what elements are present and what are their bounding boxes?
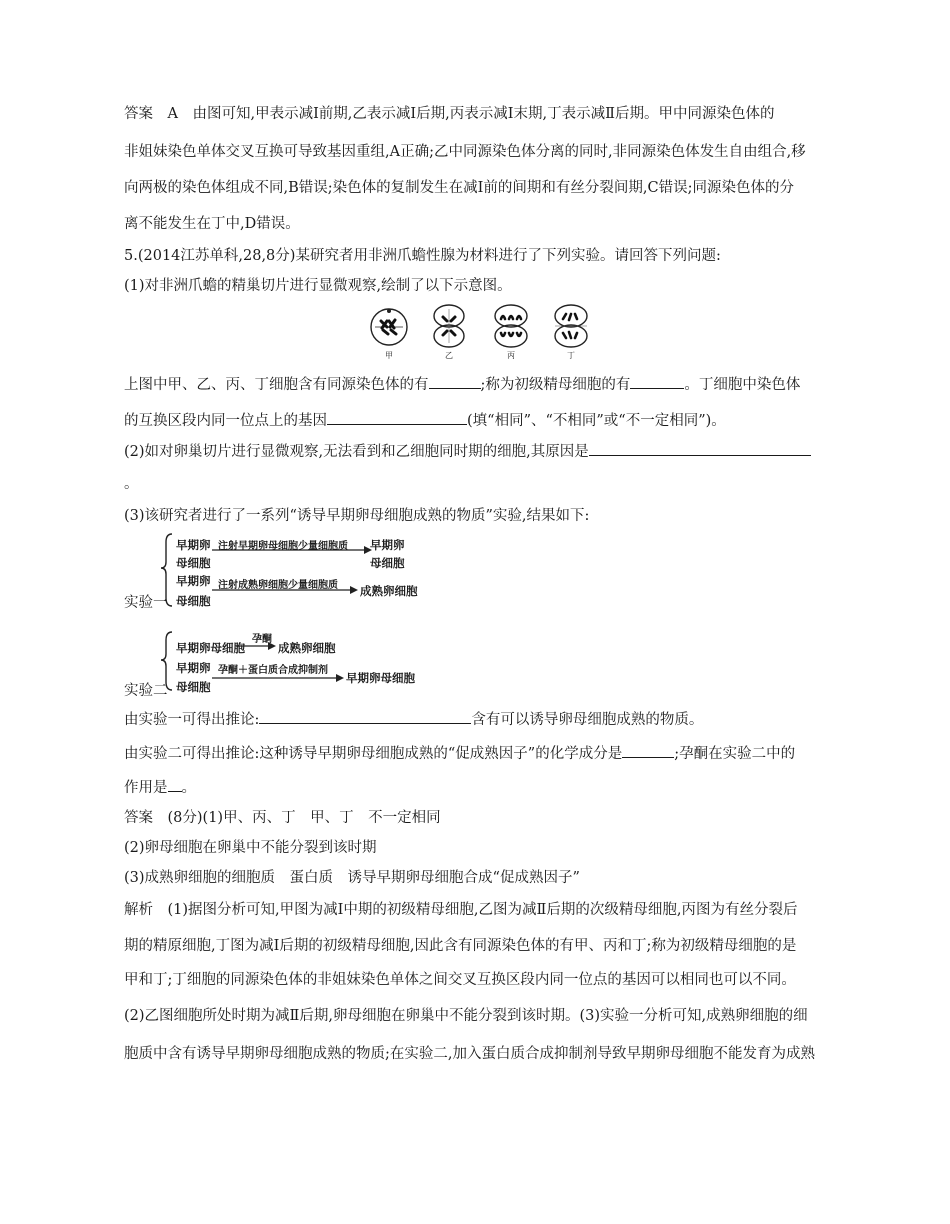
exp1-row1-end-b: 母细胞 (370, 556, 405, 570)
exp1-row2-start-a: 早期卵 (176, 574, 211, 588)
exp2-row1-start: 早期卵母细胞 (176, 641, 245, 655)
inference-1 (124, 708, 703, 730)
inference-2-text-b: ;孕酮在实验二中的 (674, 746, 796, 762)
analysis-line-3: 甲和丁;丁细胞的同源染色体的非姐妹染色单体之间交叉互换区段内同一位点的基因可以相同也可以不同。 (124, 972, 796, 988)
q1-line-1 (124, 373, 800, 395)
q2-text-a: (2)如对卵巢切片进行显微观察,无法看到和乙细胞同时期的细胞,其原因是 (124, 444, 589, 460)
q2-line-1 (124, 440, 811, 462)
q2-line-2: 。 (124, 476, 139, 492)
exp2-row2-arrow-label: 孕酮＋蛋白质合成抑制剂 (218, 665, 328, 676)
inference-2-line-2 (124, 776, 196, 798)
q1-text-a: 上图中甲、乙、丙、丁细胞含有同源染色体的有 (124, 377, 429, 393)
inference-1-blank[interactable] (259, 708, 471, 724)
inference-2-text-a: 由实验二可得出推论:这种诱导早期卵母细胞成熟的“促成熟因子”的化学成分是 (124, 746, 623, 762)
inference-1-text-b: 含有可以诱导卵母细胞成熟的物质。 (471, 712, 704, 728)
exp1-row2-start-b: 母细胞 (176, 594, 211, 608)
cell-label-yi: 乙 (445, 351, 453, 360)
exp1-row2-arrow-label: 注射成熟卵细胞少量细胞质 (218, 580, 338, 591)
q1-blank-3[interactable] (327, 409, 467, 425)
inference-1-text-a: 由实验一可得出推论: (124, 712, 260, 728)
analysis-line-1: 解析 (1)据图分析可知,甲图为减Ⅰ中期的初级精母细胞,乙图为减Ⅱ后期的次级精母细胞,丙图为有丝分裂后 (124, 902, 798, 918)
q1-line-2 (124, 409, 726, 431)
q1-text-c: 。丁细胞中染色体 (684, 377, 801, 393)
answer-prev-line-2: 非姐妹染色单体交叉互换可导致基因重组,A正确;乙中同源染色体分离的同时,非同源染色体发生自由组合,移 (124, 144, 806, 160)
answer-line-3: (3)成熟卵细胞的细胞质 蛋白质 诱导早期卵母细胞合成“促成熟因子” (124, 870, 580, 886)
cell-yi (425, 303, 473, 363)
answer-prev-line-1: 答案 A 由图可知,甲表示减Ⅰ前期,乙表示减Ⅰ后期,丙表示减Ⅰ末期,丁表示减Ⅱ后期。甲中同源染色体的 (124, 106, 775, 122)
exp2-row2-start-a: 早期卵 (176, 661, 211, 675)
analysis-line-4: (2)乙图细胞所处时期为减Ⅱ后期,卵母细胞在卵巢中不能分裂到该时期。(3)实验一分析可知,成熟卵细胞的细 (124, 1008, 808, 1024)
q2-blank[interactable] (589, 440, 811, 456)
cell-ding (547, 303, 595, 363)
answer-prev-line-3: 向两极的染色体组成不同,B错误;染色体的复制发生在减Ⅰ前的间期和有丝分裂间期,C错误;同源染色体的分 (124, 180, 794, 196)
exp2-row1-arrow-label: 孕酮 (252, 634, 272, 645)
exp2-label: 实验二 (124, 683, 168, 699)
q1-blank-2[interactable] (630, 373, 684, 389)
exp1-row1-end-a: 早期卵 (370, 538, 405, 552)
exp1-label: 实验一 (124, 595, 168, 611)
question-5-part1: (1)对非洲爪蟾的精巢切片进行显微观察,绘制了以下示意图。 (124, 278, 512, 294)
analysis-line-2: 期的精原细胞,丁图为减Ⅰ后期的初级精母细胞,因此含有同源染色体的有甲、丙和丁;称为初级精母细胞的是 (124, 938, 797, 954)
question-5-header: 5.(2014江苏单科,28,8分)某研究者用非洲爪蟾性腺为材料进行了下列实验。请回答下列问题: (124, 248, 721, 264)
inference-2-line-1 (124, 742, 795, 764)
exp1-row1-start-b: 母细胞 (176, 556, 211, 570)
exp1-row2-end: 成熟卵细胞 (360, 584, 418, 598)
cell-label-ding: 丁 (567, 351, 575, 360)
exp1-row1-arrow-label: 注射早期卵母细胞少量细胞质 (218, 541, 348, 552)
cell-label-bing: 丙 (507, 351, 515, 360)
exp1-row1-start-a: 早期卵 (176, 538, 211, 552)
q1-text-e: (填“相同”、“不相同”或“不一定相同”)。 (467, 413, 726, 429)
inference-2-text-c: 作用是 (124, 780, 168, 796)
q1-text-d: 的互换区段内同一位点上的基因 (124, 413, 327, 429)
cell-bing (487, 303, 535, 363)
cell-label-jia: 甲 (385, 351, 393, 360)
q1-text-b: ;称为初级精母细胞的有 (480, 377, 631, 393)
answer-line-1: 答案 (8分)(1)甲、丙、丁 甲、丁 不一定相同 (124, 810, 441, 826)
exp2-row2-start-b: 母细胞 (176, 680, 211, 694)
exp2-row1-end: 成熟卵细胞 (278, 641, 336, 655)
analysis-line-5: 胞质中含有诱导早期卵母细胞成熟的物质;在实验二,加入蛋白质合成抑制剂导致早期卵母细胞不能发育为成熟 (124, 1046, 815, 1062)
inference-2-blank-2[interactable] (168, 776, 182, 792)
answer-line-2: (2)卵母细胞在卵巢中不能分裂到该时期 (124, 840, 377, 856)
q1-blank-1[interactable] (429, 373, 481, 389)
q3-intro: (3)该研究者进行了一系列“诱导早期卵母细胞成熟的物质”实验,结果如下: (124, 508, 590, 524)
inference-2-blank-1[interactable] (622, 742, 674, 758)
exp2-row2-end: 早期卵母细胞 (346, 671, 415, 685)
cell-jia (365, 303, 413, 363)
answer-prev-line-4: 离不能发生在丁中,D错误。 (124, 216, 300, 232)
cell-diagrams (365, 303, 595, 365)
inference-2-text-d: 。 (181, 780, 196, 796)
